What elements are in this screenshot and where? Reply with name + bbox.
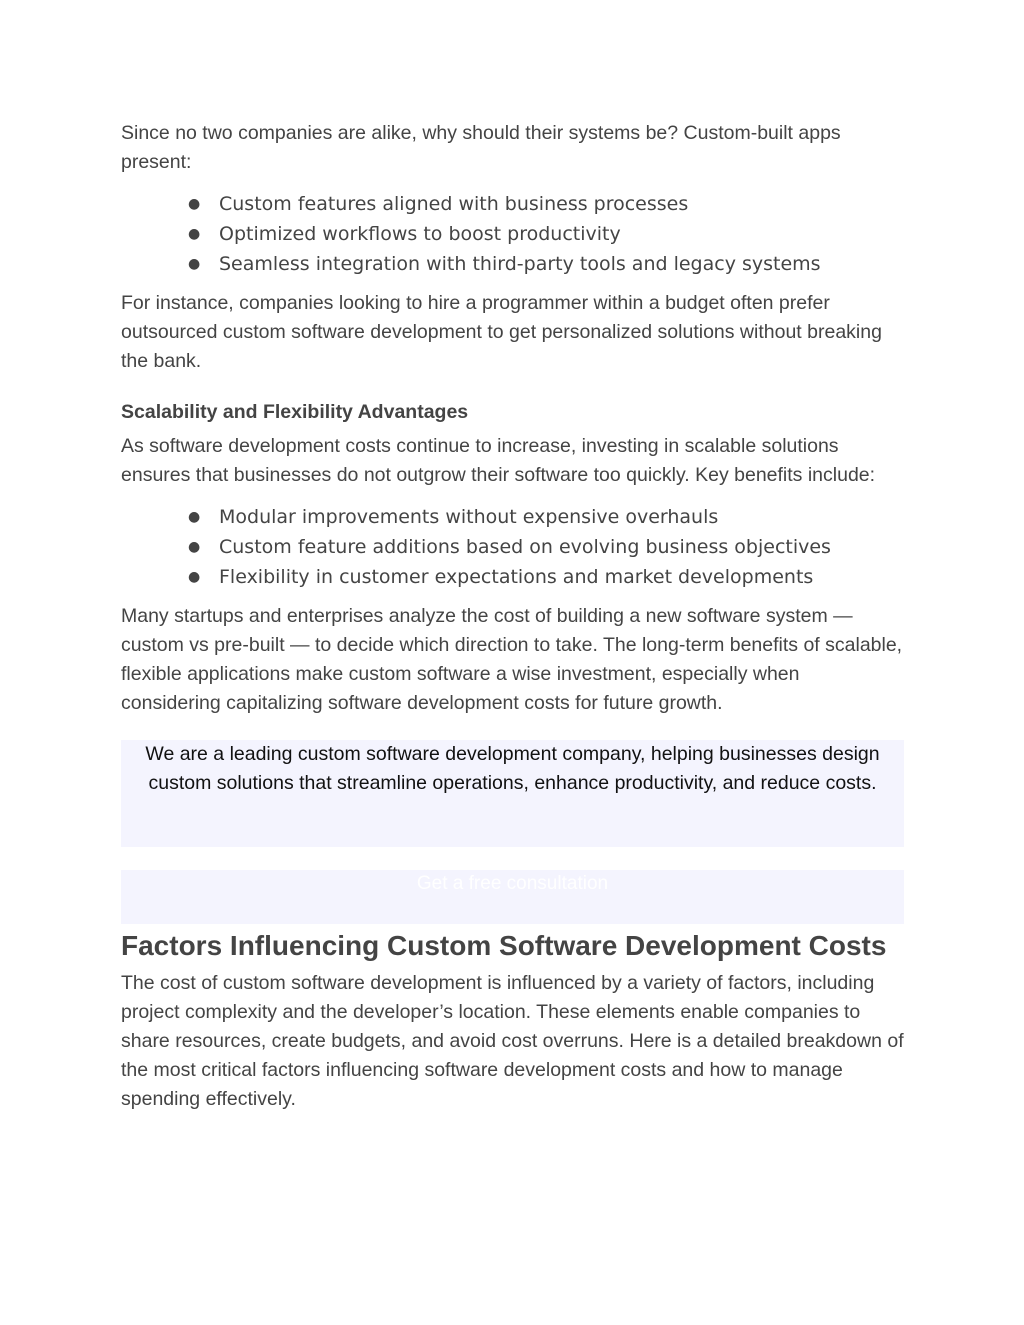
scalability-heading: Scalability and Flexibility Advantages [121,401,469,423]
bullet-icon: ● [188,196,201,212]
bullet-icon: ● [188,539,201,555]
features-list [121,189,904,279]
list-item: ● Optimized workflows to boost productivity [188,219,904,249]
list-item: ● Custom feature additions based on evolving business objectives [188,532,904,562]
bullet-icon: ● [188,509,201,525]
bullet-icon: ● [188,256,201,272]
analysis-paragraph: Many startups and enterprises analyze the cost of building a new software system — custom vs pre-built — to decide which direction to take. The long-term benefits of scalable, flexible applications make custom software a wise investment, especially when considering capitalizing software development costs for future growth. [121,605,903,714]
bullet-icon: ● [188,569,201,585]
intro-paragraph: Since no two companies are alike, why should their systems be? Custom-built apps present: [121,122,841,173]
benefits-list [121,502,904,592]
promo-box [121,740,904,847]
factors-heading: Factors Influencing Custom Software Development Costs [121,930,887,961]
scalability-paragraph: As software development costs continue to increase, investing in scalable solutions ensures that businesses do not outgrow their software too quickly. Key benefits include: [121,435,876,486]
factors-paragraph: The cost of custom software development is influenced by a variety of factors, including project complexity and the developer’s location. These elements enable companies to share resources, create budgets, and avoid cost overruns. Here is a detailed breakdown of the most critical factors influencing software development costs and how to manage spending effectively. [121,972,904,1110]
outsourcing-paragraph: For instance, companies looking to hire a programmer within a budget often prefer outsourced custom software development to get personalized solutions without breaking the bank. [121,292,882,372]
promo-text: We are a leading custom software development company, helping businesses design custom solutions that streamline operations, enhance productivity, and reduce costs. [145,743,880,794]
list-item: ● Modular improvements without expensive overhauls [188,502,904,532]
list-item: ● Seamless integration with third-party tools and legacy systems [188,249,904,279]
free-consultation-button[interactable]: Get a free consultation [121,870,904,924]
list-item: ● Flexibility in customer expectations and market developments [188,562,904,592]
bullet-icon: ● [188,226,201,242]
list-item: ● Custom features aligned with business processes [188,189,904,219]
document-page [121,119,904,1114]
